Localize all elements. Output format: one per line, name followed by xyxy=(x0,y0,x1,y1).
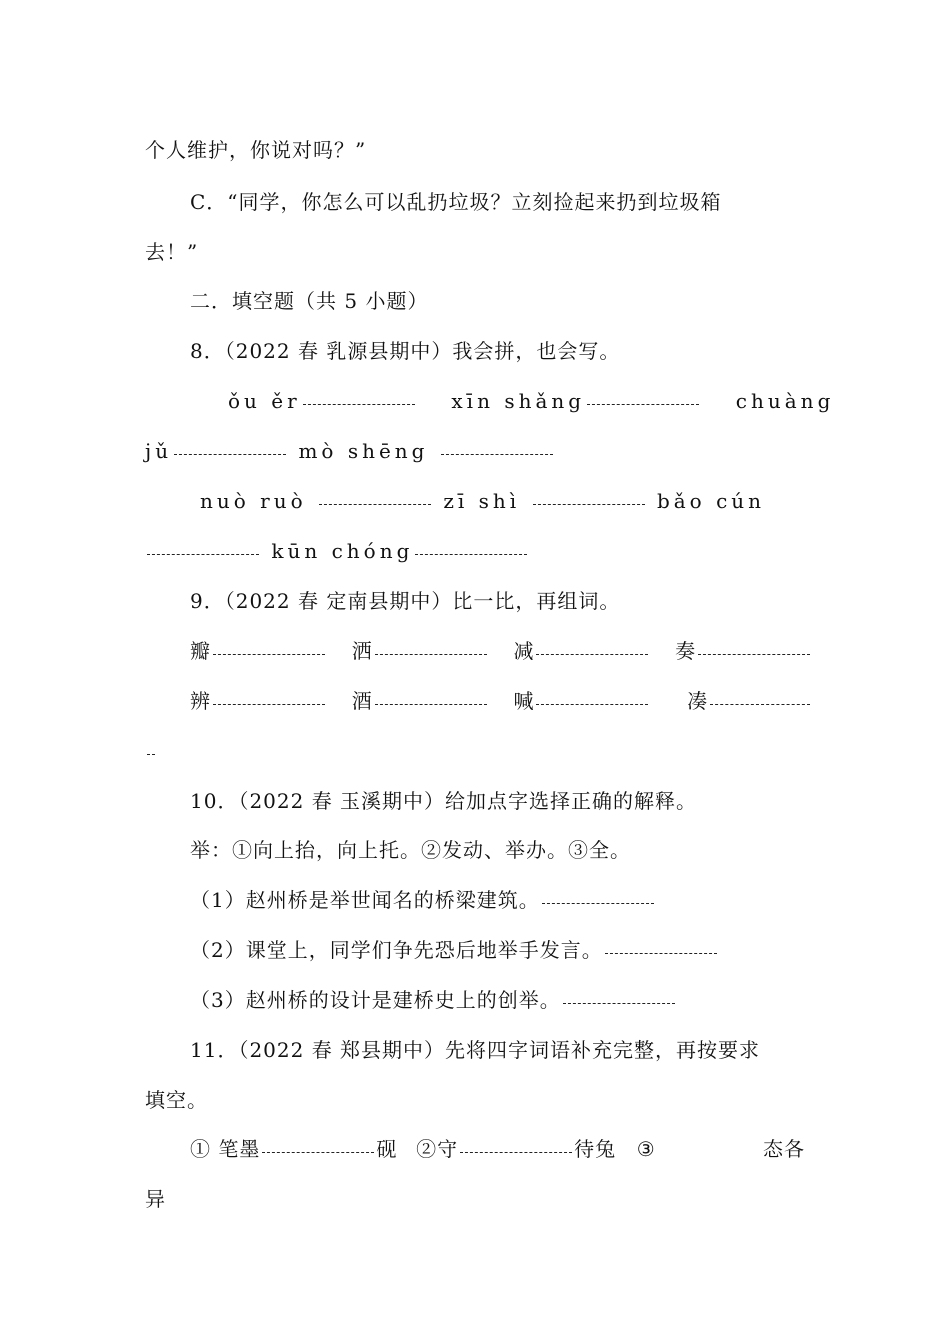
question-10-item-2 xyxy=(190,936,719,964)
item-text: （1）赵州桥是举世闻名的桥梁建筑。 xyxy=(190,888,540,912)
text-line: 个人维护，你说对吗？” xyxy=(145,138,367,162)
idiom-row-end xyxy=(763,1135,805,1163)
answer-blank[interactable] xyxy=(375,653,487,655)
question-11-title-cont: 填空。 xyxy=(145,1088,208,1112)
pinyin: xīn shǎng xyxy=(451,389,586,413)
answer-blank[interactable] xyxy=(174,453,286,455)
pinyin-row-3 xyxy=(200,487,765,515)
text-line: 去！” xyxy=(145,240,199,264)
character: 减 xyxy=(513,639,535,663)
pinyin: bǎo cún xyxy=(656,489,766,513)
compare-row-1 xyxy=(190,637,812,665)
character: 喊 xyxy=(513,689,535,713)
idiom-text: ③ xyxy=(636,1137,656,1161)
answer-blank[interactable] xyxy=(460,1151,572,1153)
idiom-row-cont: 异 xyxy=(145,1187,166,1211)
pinyin: chuàng xyxy=(735,389,835,413)
answer-blank[interactable] xyxy=(710,703,810,705)
pinyin-row-4 xyxy=(145,537,529,565)
option-c: C．“同学，你怎么可以乱扔垃圾？立刻捡起来扔到垃圾箱 xyxy=(190,190,722,214)
answer-blank[interactable] xyxy=(441,453,553,455)
item-text: （3）赵州桥的设计是建桥史上的创举。 xyxy=(190,988,561,1012)
answer-blank[interactable] xyxy=(415,553,527,555)
idiom-text: 砚 xyxy=(376,1137,398,1161)
question-9-title: 9．（2022 春 定南县期中）比一比，再组词。 xyxy=(190,589,621,613)
pinyin-row-1 xyxy=(228,387,834,415)
answer-blank[interactable] xyxy=(375,703,487,705)
question-10-title: 10．（2022 春 玉溪期中）给加点字选择正确的解释。 xyxy=(190,789,698,813)
character: 辨 xyxy=(190,689,211,713)
pinyin: zī shì xyxy=(443,489,521,513)
pinyin: kūn chóng xyxy=(271,539,414,563)
item-text: （2）课堂上，同学们争先恐后地举手发言。 xyxy=(190,938,603,962)
answer-blank[interactable] xyxy=(213,653,325,655)
answer-blank[interactable] xyxy=(147,553,259,555)
pinyin: jǔ xyxy=(145,439,173,463)
answer-blank[interactable] xyxy=(587,403,699,405)
idiom-row xyxy=(190,1135,656,1163)
character: 奏 xyxy=(675,639,697,663)
answer-blank[interactable] xyxy=(542,902,654,904)
pinyin: ǒu ěr xyxy=(228,389,301,413)
character: 洒 xyxy=(351,639,373,663)
character: 酒 xyxy=(351,689,373,713)
answer-blank[interactable] xyxy=(533,503,645,505)
idiom-text: 态各 xyxy=(763,1137,805,1161)
answer-blank[interactable] xyxy=(303,403,415,405)
answer-blank[interactable] xyxy=(536,653,648,655)
idiom-text: ① 笔墨 xyxy=(190,1137,261,1161)
pinyin-row-2 xyxy=(145,437,555,465)
answer-blank[interactable] xyxy=(147,753,155,755)
answer-blank[interactable] xyxy=(213,703,325,705)
question-8-title: 8．（2022 春 乳源县期中）我会拼，也会写。 xyxy=(190,339,621,363)
section-heading: 二．填空题（共 5 小题） xyxy=(190,289,429,313)
character: 凑 xyxy=(687,689,709,713)
idiom-text: 待兔 xyxy=(574,1137,617,1161)
pinyin: mò shēng xyxy=(298,439,429,463)
answer-blank[interactable] xyxy=(536,703,648,705)
pinyin: nuò ruò xyxy=(200,489,307,513)
question-11-title: 11．（2022 春 郑县期中）先将四字词语补充完整，再按要求 xyxy=(190,1038,761,1062)
compare-row-2-overflow xyxy=(145,737,157,765)
definition-line: 举：①向上抬，向上托。②发动、举办。③全。 xyxy=(190,838,631,862)
compare-row-2 xyxy=(190,687,812,715)
answer-blank[interactable] xyxy=(698,653,810,655)
question-10-item-3 xyxy=(190,986,677,1014)
answer-blank[interactable] xyxy=(605,952,717,954)
question-10-item-1 xyxy=(190,886,656,914)
answer-blank[interactable] xyxy=(319,503,431,505)
answer-blank[interactable] xyxy=(563,1002,675,1004)
character: 瓣 xyxy=(190,639,211,663)
idiom-text: ②守 xyxy=(416,1137,459,1161)
answer-blank[interactable] xyxy=(262,1151,374,1153)
